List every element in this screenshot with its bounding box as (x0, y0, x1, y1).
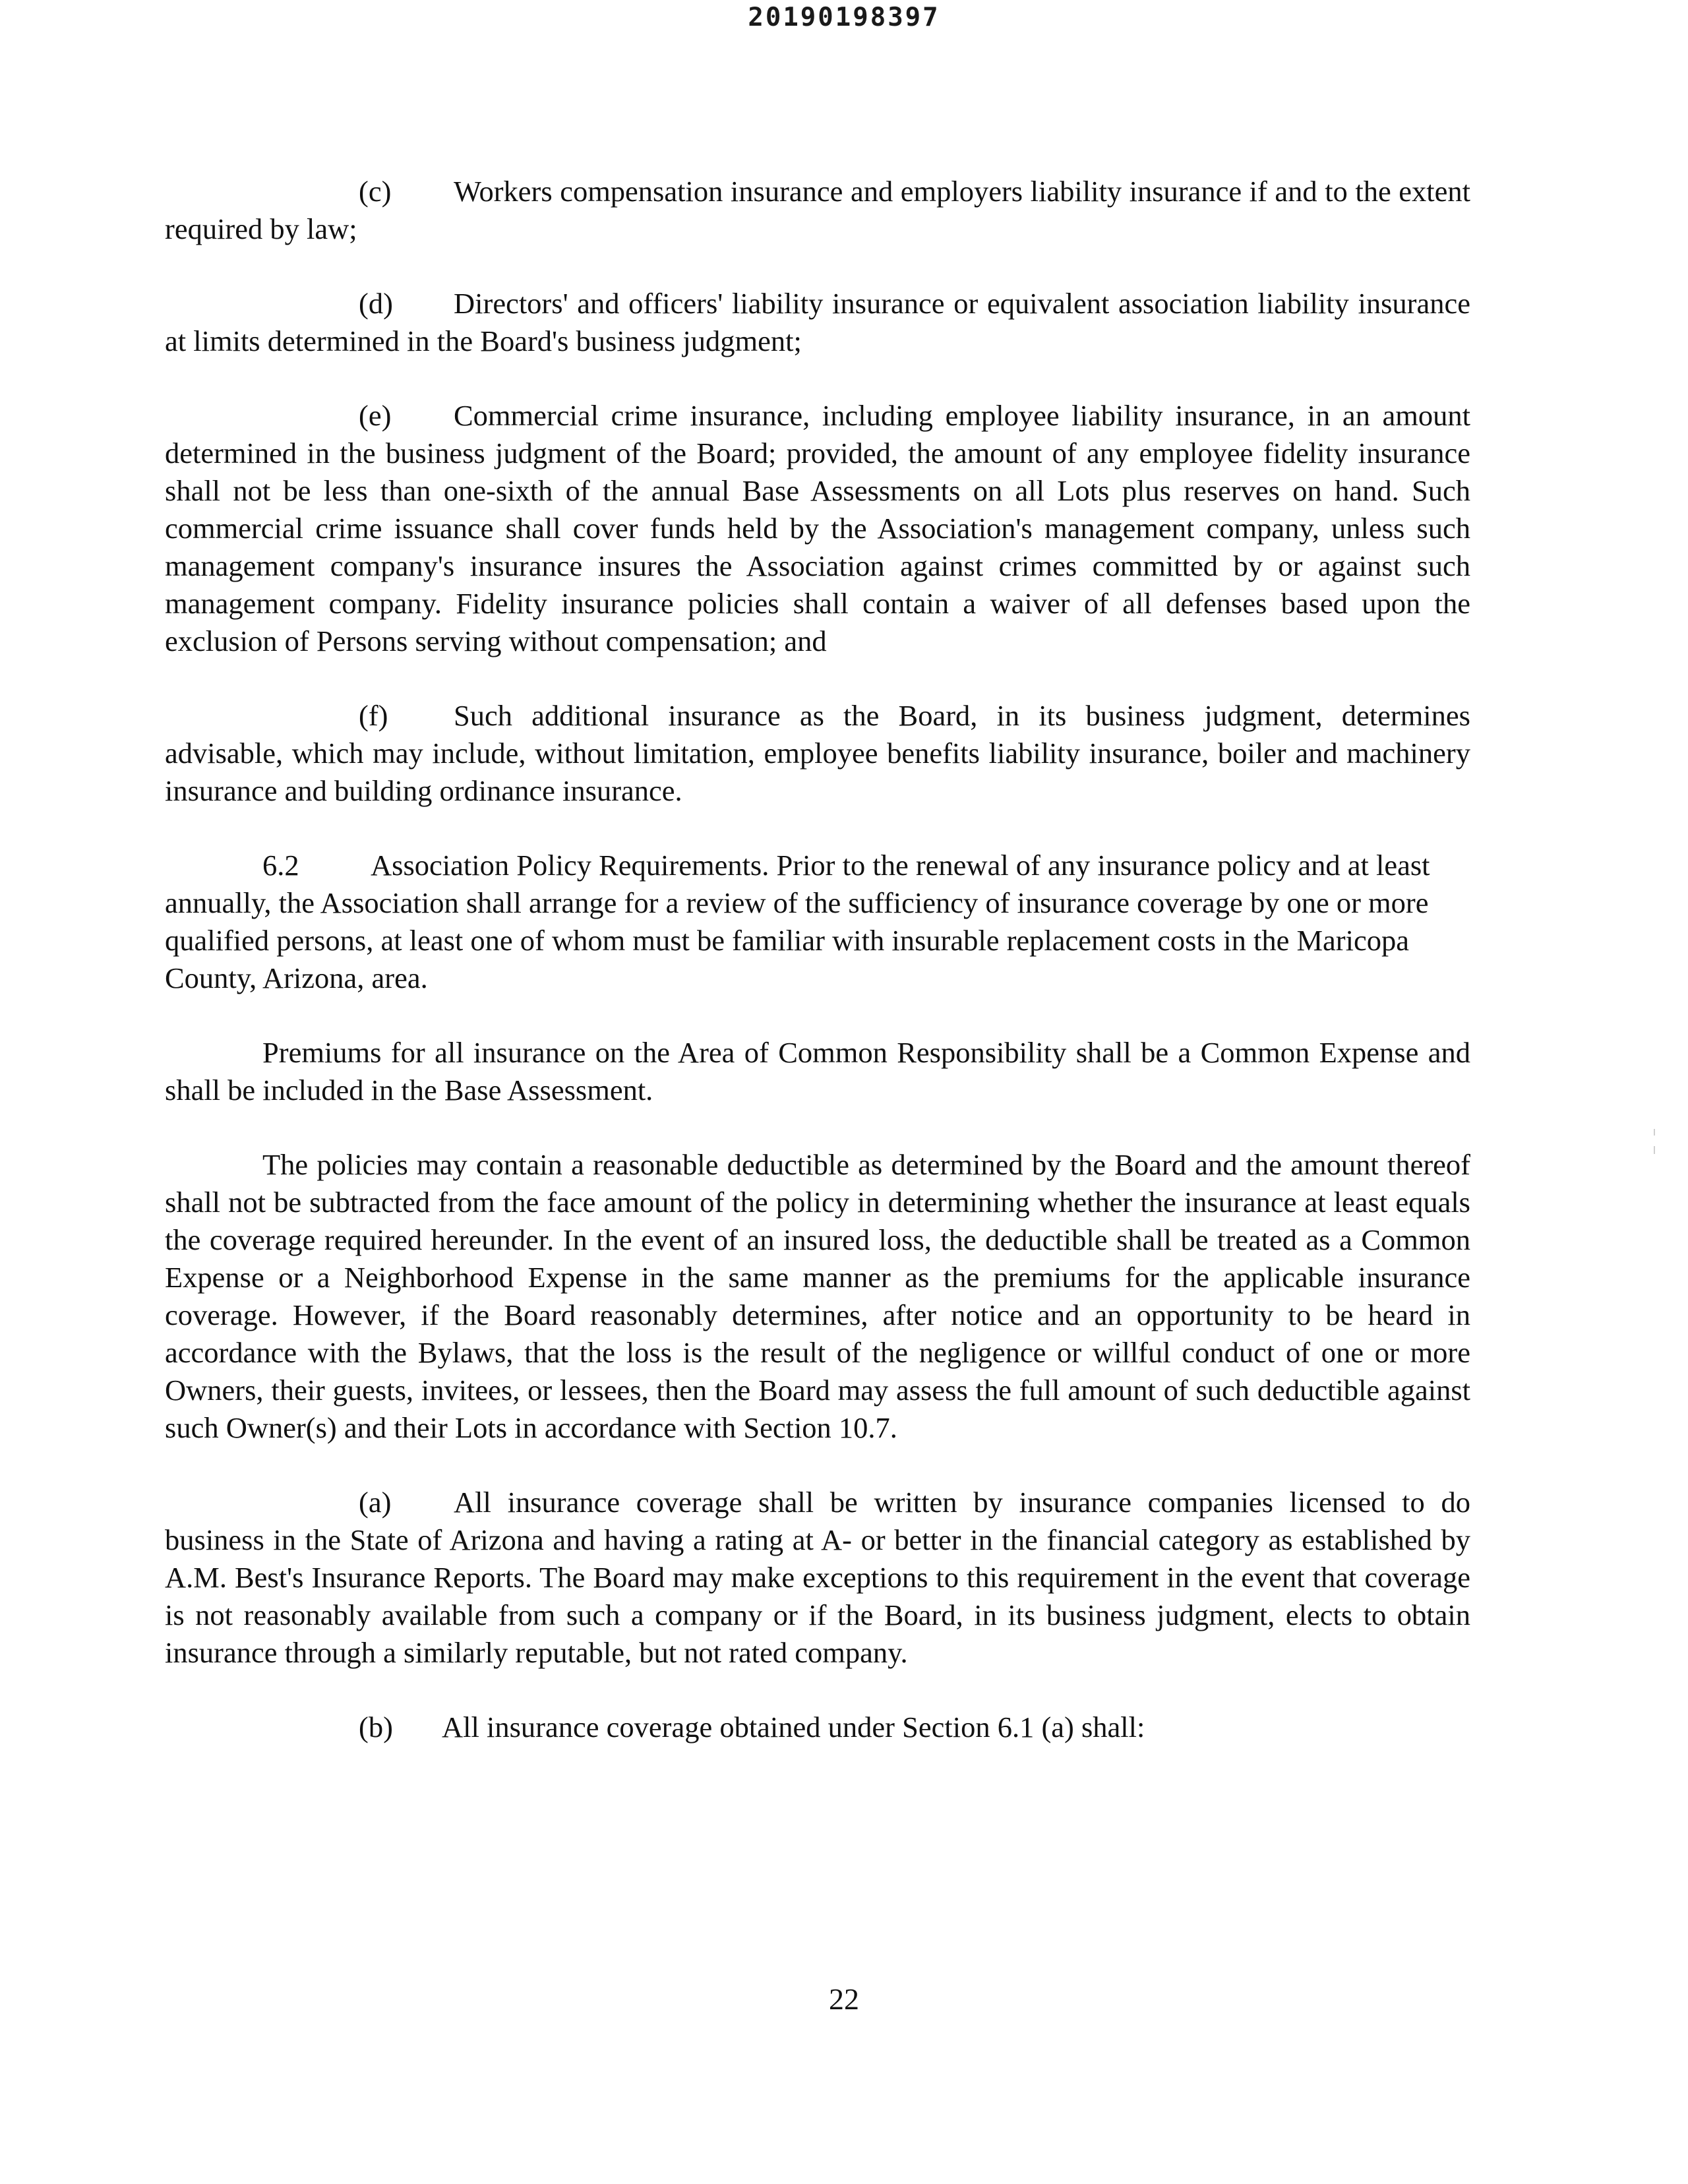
page-number: 22 (829, 1982, 859, 2016)
paragraph-label: (d) (359, 287, 393, 320)
premiums-paragraph: Premiums for all insurance on the Area of Common Responsibility shall be a Common Expense and shall be included in the Base Assessment. (165, 1036, 1470, 1107)
paragraph-label: (f) (359, 699, 388, 732)
paragraph-text: Workers compensation insurance and employers liability insurance if and to the extent required by law; (165, 175, 1470, 245)
policies-paragraph: The policies may contain a reasonable deductible as determined by the Board and the amount thereof shall not be subtracted from the face amount of the policy in determining whether the insurance at least equals the coverage required hereunder. In the event of an insured loss, the deductible shall be treated as a Common Expense or a Neighborhood Expense in the same manner as the premiums for the applicable insurance coverage. However, if the Board reasonably determines, after notice and an opportunity to be heard in accordance with the Bylaws, that the loss is the result of the negligence or willful conduct of one or more Owners, their guests, invitees, or lessees, then the Board may assess the full amount of such deductible against such Owner(s) and their Lots in accordance with Section 10.7. (165, 1148, 1470, 1444)
section-text: Association Policy Requirements. Prior to the renewal of any insurance policy and at least annually, the Association shall arrange for a review of the sufficiency of insurance coverage by one or more qualified persons, at least one of whom must be familiar with insurable replacement costs in the Maricopa County, Arizona, area. (165, 849, 1430, 994)
paragraph-a (165, 1484, 1470, 1672)
paragraph-text: All insurance coverage shall be written by insurance companies licensed to do business in the State of Arizona and having a rating at A- or better in the financial category as established by A.M. Best's Insurance Reports. The Board may make exceptions to this requirement in the event that coverage is not reasonably available from such a company or if the Board, in its business judgment, elects to obtain insurance through a similarly reputable, but not rated company. (165, 1486, 1470, 1669)
paragraph-label: (e) (359, 399, 392, 432)
paragraph-b (165, 1709, 1470, 1746)
section-6-2 (165, 847, 1470, 997)
paragraph-label: (b) (359, 1711, 393, 1744)
scan-speck (1654, 1146, 1655, 1154)
scan-speck (1654, 1129, 1655, 1136)
paragraph-text: All insurance coverage obtained under Section 6.1 (a) shall: (442, 1711, 1145, 1744)
paragraph-label: (c) (359, 175, 392, 208)
paragraph-text: Directors' and officers' liability insurance or equivalent association liability insurance at limits determined in the Board's business judgment; (165, 287, 1470, 357)
document-number: 20190198397 (748, 3, 940, 32)
paragraph-text: Such additional insurance as the Board, in its business judgment, determines advisable, which may include, without limitation, employee benefits liability insurance, boiler and machinery insurance and building ordinance insurance. (165, 699, 1470, 807)
paragraph-text: Commercial crime insurance, including employee liability insurance, in an amount determined in the business judgment of the Board; provided, the amount of any employee fidelity insurance shall not be less than one-sixth of the annual Base Assessments on all Lots plus reserves on hand. Such commercial crime issuance shall cover funds held by the Association's management company, unless such management company's insurance insures the Association against crimes committed by or against such management company. Fidelity insurance policies shall contain a waiver of all defenses based upon the exclusion of Persons serving without compensation; and (165, 399, 1470, 657)
page-body (165, 173, 1470, 1783)
paragraph-label: (a) (359, 1486, 392, 1519)
section-number: 6.2 (262, 849, 299, 882)
paragraph-d (165, 285, 1470, 360)
paragraph-c (165, 173, 1470, 248)
paragraph-e (165, 397, 1470, 660)
paragraph-f (165, 697, 1470, 810)
